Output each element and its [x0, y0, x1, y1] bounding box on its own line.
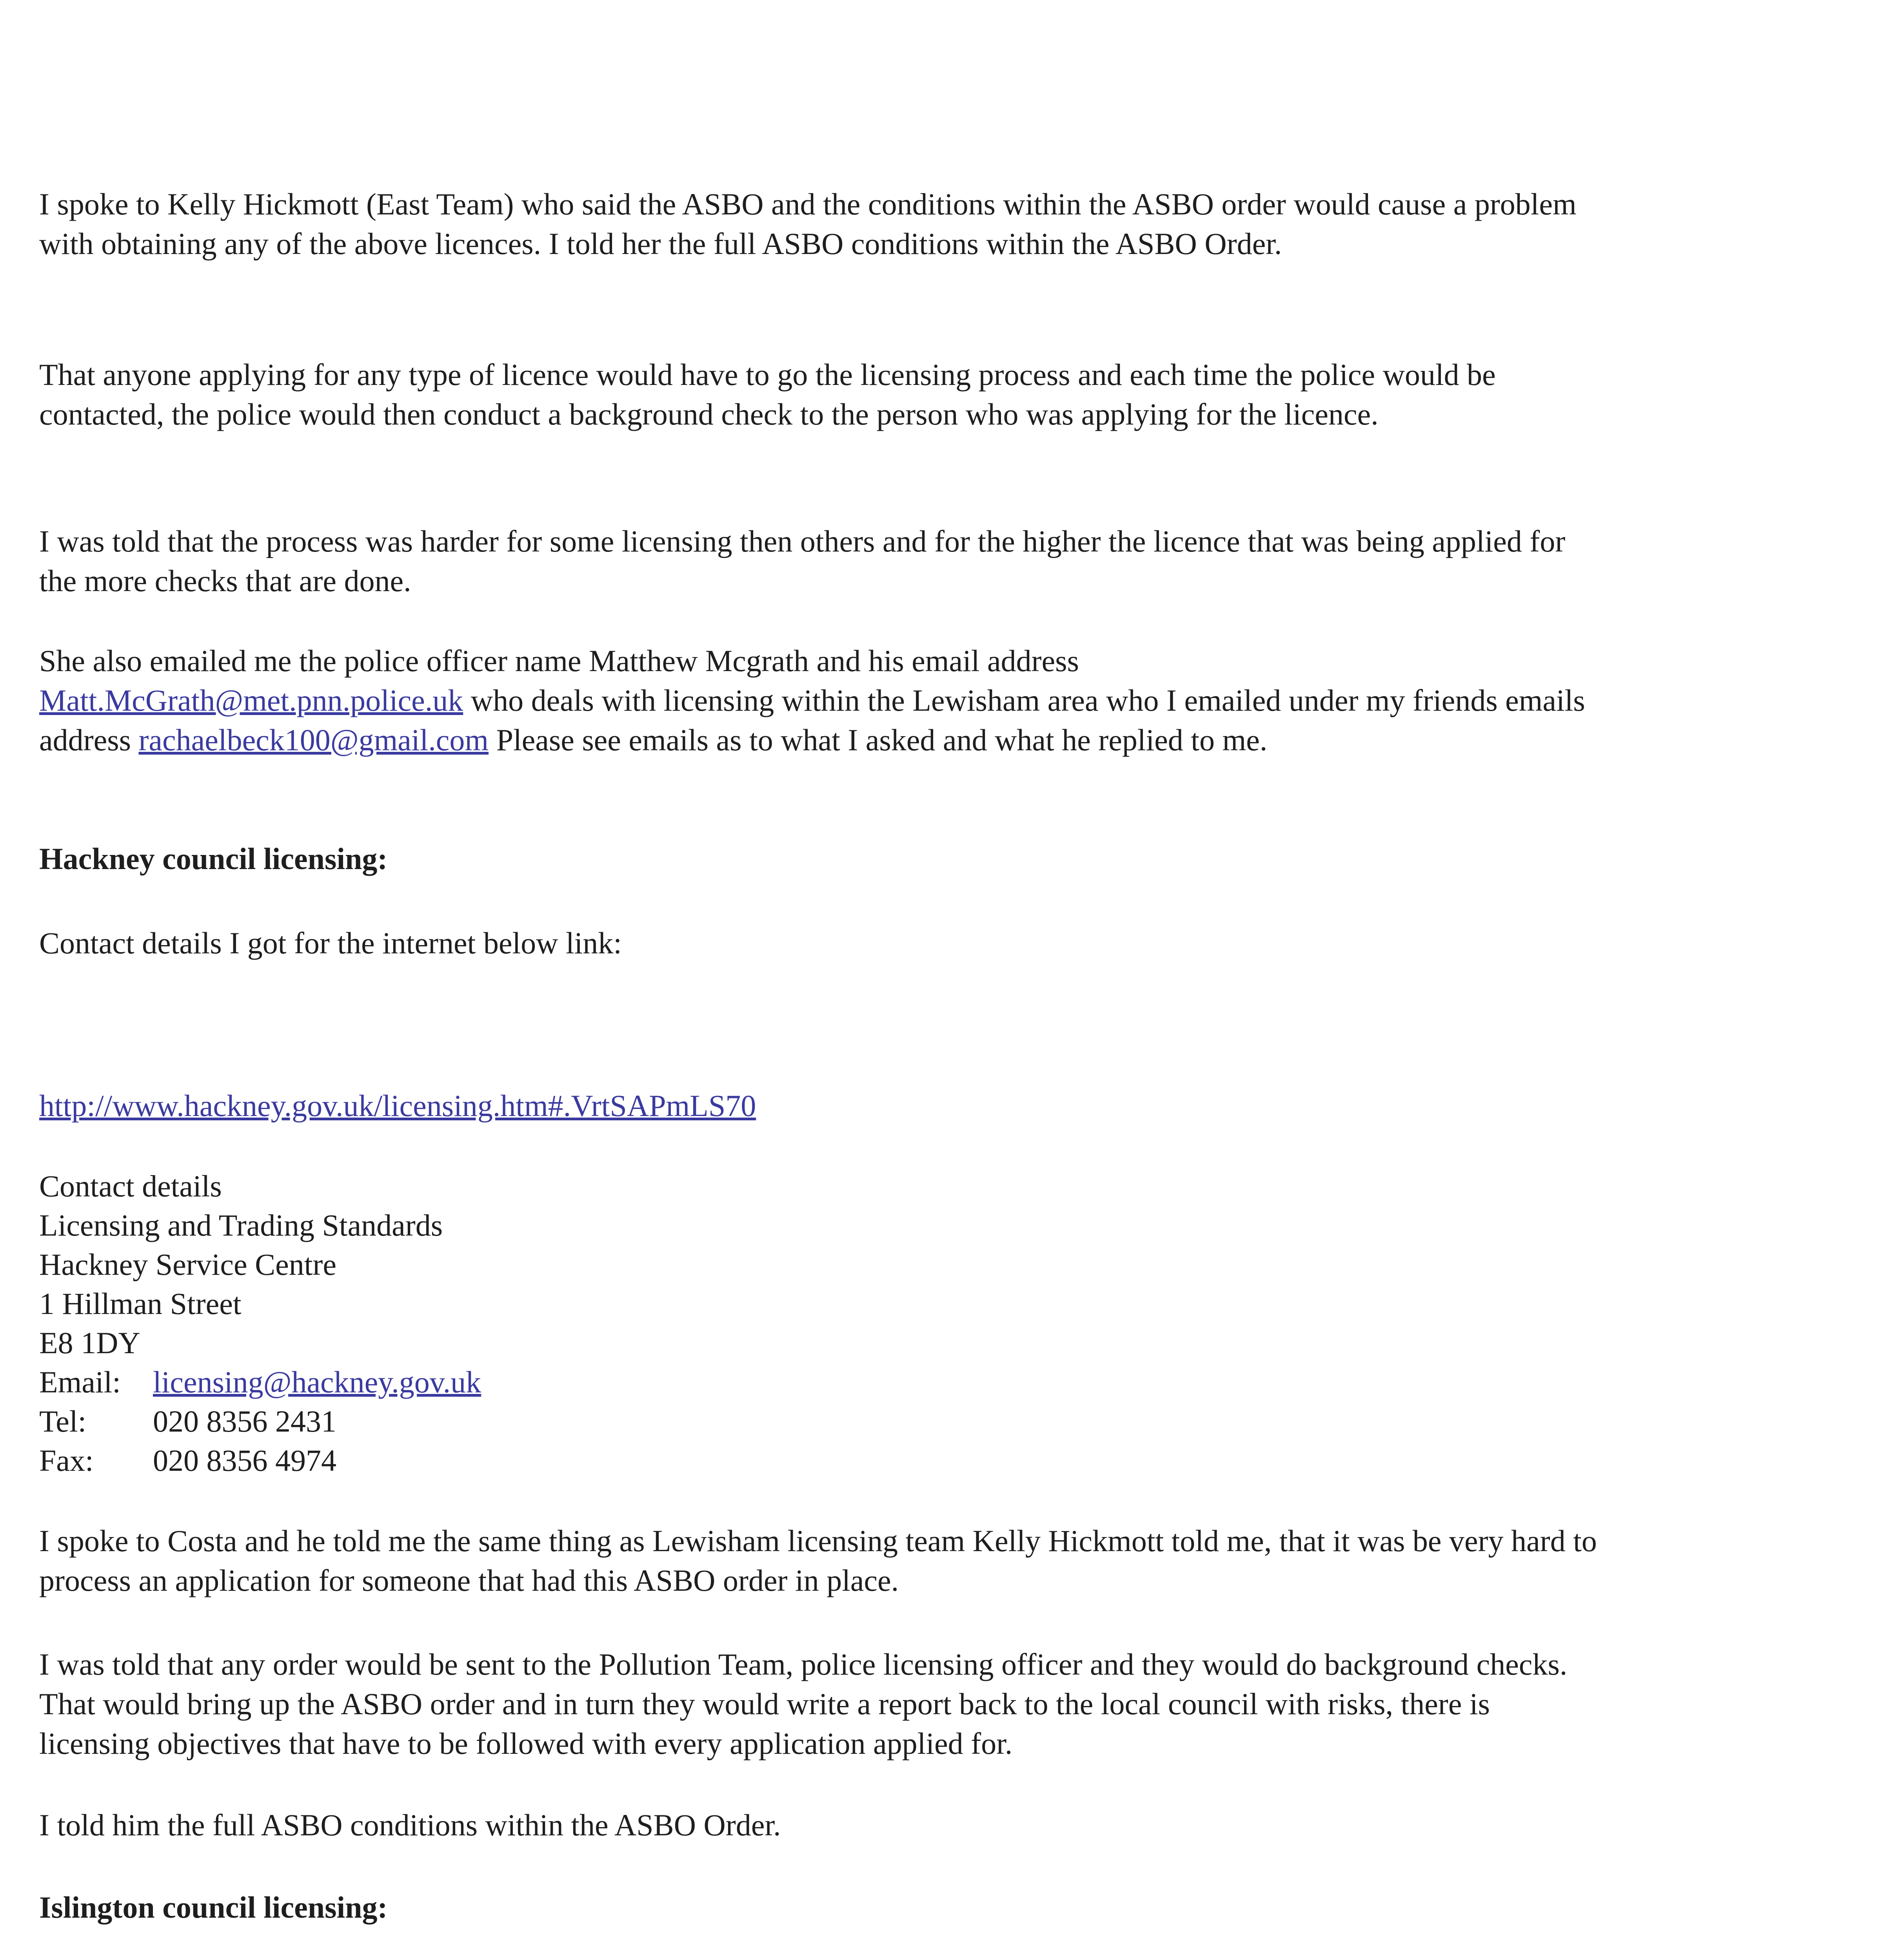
hackney-fax-row: [39, 1441, 336, 1480]
hackney-tel-label: Tel:: [39, 1404, 87, 1438]
hackney-licensing-link[interactable]: http://www.hackney.gov.uk/licensing.htm#.VrtSAPmLS70: [39, 1089, 756, 1123]
hackney-tel-row: [39, 1401, 336, 1441]
paragraph-police-officer: [39, 641, 1608, 760]
islington-heading: Islington council licensing:: [39, 1890, 388, 1924]
hackney-email-row: [39, 1362, 481, 1402]
hackney-intro: Contact details I got for the internet below link:: [39, 926, 622, 960]
friend-email-link[interactable]: rachaelbeck100@gmail.com: [138, 723, 489, 757]
hackney-contact-title: Contact details: [39, 1169, 222, 1203]
paragraph-police-officer-mid: who deals with licensing within the Lewisham area who I emailed under my friends emails address: [39, 683, 1585, 757]
paragraph-police-officer-end: Please see emails as to what I asked and what he replied to me.: [489, 723, 1268, 757]
hackney-fax-value: 020 8356 4974: [153, 1443, 336, 1477]
hackney-address-line-1: Licensing and Trading Standards: [39, 1208, 443, 1242]
paragraph-licence-process: That anyone applying for any type of licence would have to go the licensing process and each time the police would be contacted, the police would then conduct a background check to the person who was applying for the licence.: [39, 358, 1496, 431]
hackney-paragraph-order-process: I was told that any order would be sent to the Pollution Team, police licensing officer and they would do background checks. That would bring up the ASBO order and in turn they would write a report back to the local council with risks, there is licensing objectives that have to be followed with every application applied for.: [39, 1647, 1568, 1760]
hackney-link-line: [39, 1086, 1608, 1125]
hackney-address-line-2: Hackney Service Centre: [39, 1247, 336, 1281]
hackney-paragraph-conditions: I told him the full ASBO conditions within the ASBO Order.: [39, 1808, 781, 1842]
paragraph-kelly-hickmott: I spoke to Kelly Hickmott (East Team) who said the ASBO and the conditions within the ASBO order would cause a problem with obtaining any of the above licences. I told her the full ASBO conditions within the ASBO Order.: [39, 187, 1577, 261]
hackney-address-line-3: 1 Hillman Street: [39, 1287, 242, 1321]
paragraph-checks: I was told that the process was harder for some licensing then others and for the higher the licence that was being applied for the more checks that are done.: [39, 524, 1566, 598]
paragraph-police-officer-start: She also emailed me the police officer name Matthew Mcgrath and his email address: [39, 644, 1079, 678]
hackney-paragraph-costa: I spoke to Costa and he told me the same thing as Lewisham licensing team Kelly Hickmott told me, that it was be very hard to process an application for someone that had this ASBO order in place.: [39, 1524, 1597, 1597]
hackney-tel-value: 020 8356 2431: [153, 1404, 336, 1438]
hackney-email-link[interactable]: licensing@hackney.gov.uk: [153, 1365, 481, 1399]
hackney-heading: Hackney council licensing:: [39, 842, 388, 876]
hackney-email-label: Email:: [39, 1365, 121, 1399]
hackney-fax-label: Fax:: [39, 1443, 94, 1477]
hackney-address-line-4: E8 1DY: [39, 1326, 140, 1360]
police-officer-email-link[interactable]: Matt.McGrath@met.pnn.police.uk: [39, 683, 463, 717]
